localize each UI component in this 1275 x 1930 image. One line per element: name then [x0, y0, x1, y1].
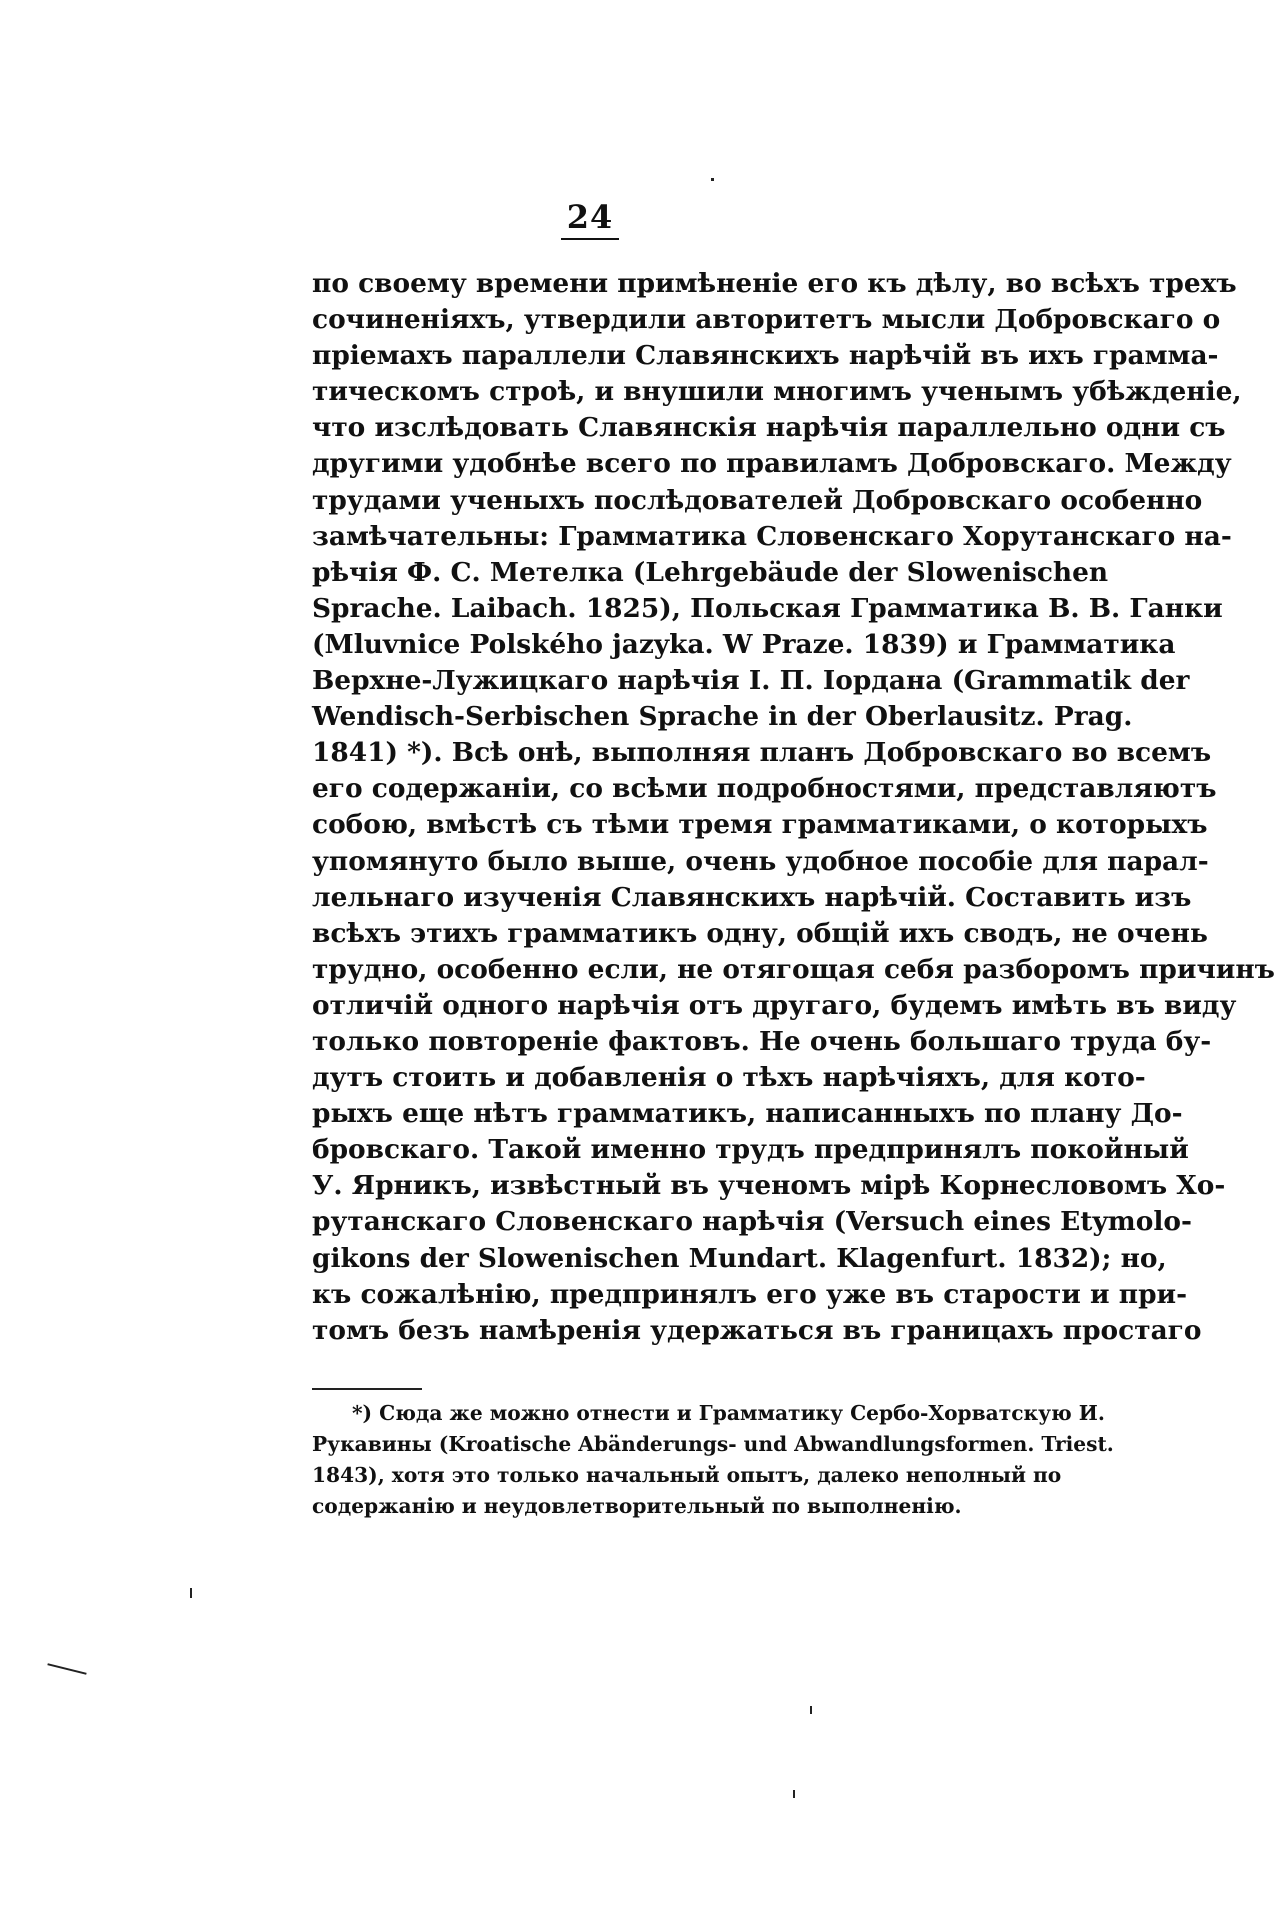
scan-speck: [711, 178, 714, 181]
body-line: (Mluvnice Polského jazyka. W Praze. 1839) и Грамматика: [312, 628, 1176, 660]
body-line: что изслѣдовать Славянскія нарѣчія параллельно одни съ: [312, 412, 1226, 444]
body-line: рѣчія Ф. С. Метелка (Lehrgebäude der Slowenischen: [312, 556, 1109, 588]
body-line: тическомъ строѣ, и внушили многимъ ученымъ убѣжденіе,: [312, 376, 1242, 408]
body-line: трудами ученыхъ послѣдователей Добровскаго особенно: [312, 484, 1203, 516]
body-line: собою, вмѣстѣ съ тѣми тремя грамматиками, о которыхъ: [312, 809, 1208, 841]
body-line: отличій одного нарѣчія отъ другаго, будемъ имѣть въ виду: [312, 989, 1237, 1021]
scan-speck: [47, 1663, 86, 1675]
page-number: 24: [0, 198, 1140, 240]
footnote-line: 1843), хотя это только начальный опытъ, далеко неполный по: [312, 1463, 1062, 1487]
body-line: по своему времени примѣненіе его къ дѣлу, во всѣхъ трехъ: [312, 268, 1237, 299]
scan-speck: [793, 1790, 795, 1798]
body-line: другими удобнѣе всего по правиламъ Добровскаго. Между: [312, 448, 1232, 480]
body-line: У. Ярникъ, извѣстный въ ученомъ мірѣ Корнесловомъ Хо-: [312, 1170, 1226, 1202]
body-line: упомянуто было выше, очень удобное пособіе для парал-: [312, 845, 1209, 877]
body-line: Верхне-Лужицкаго нарѣчія І. П. Іордана (Grammatik der: [312, 665, 1190, 697]
body-line: къ сожалѣнію, предпринялъ его уже въ старости и при-: [312, 1278, 1188, 1310]
footnote: [312, 1398, 1114, 1522]
body-line: всѣхъ этихъ грамматикъ одну, общій ихъ сводъ, не очень: [312, 917, 1208, 949]
scan-speck: [810, 1706, 812, 1714]
body-line: замѣчательны: Грамматика Словенскаго Хорутанскаго на-: [312, 520, 1232, 552]
footnote-line: Рукавины (Kroatische Abänderungs- und Abwandlungsformen. Triest.: [312, 1432, 1114, 1456]
body-line: рыхъ еще нѣтъ грамматикъ, написанныхъ по плану До-: [312, 1098, 1183, 1130]
body-line: пріемахъ параллели Славянскихъ нарѣчій въ ихъ грамма-: [312, 340, 1219, 372]
body-line: лельнаго изученія Славянскихъ нарѣчій. Составить изъ: [312, 881, 1192, 913]
body-line: дутъ стоить и добавленія о тѣхъ нарѣчіяхъ, для кото-: [312, 1062, 1146, 1094]
scan-speck: [190, 1588, 192, 1598]
body-line: gikons der Slowenischen Mundart. Klagenfurt. 1832); но,: [312, 1242, 1167, 1274]
body-line: только повтореніе фактовъ. Не очень большаго труда бу-: [312, 1025, 1212, 1057]
body-line: его содержаніи, со всѣми подробностями, представляютъ: [312, 773, 1217, 805]
body-line: сочиненіяхъ, утвердили авторитетъ мысли Добровскаго о: [312, 304, 1221, 336]
body-text: [312, 266, 1275, 1349]
body-line: трудно, особенно если, не отягощая себя разборомъ причинъ: [312, 953, 1275, 985]
body-line: Sprache. Laibach. 1825), Польская Грамматика В. В. Ганки: [312, 592, 1223, 624]
body-line: томъ безъ намѣренія удержаться въ границахъ простаго: [312, 1314, 1202, 1346]
body-line: рутанскаго Словенскаго нарѣчія (Versuch eines Etymolo-: [312, 1206, 1192, 1238]
footnote-line: *) Сюда же можно отнести и Грамматику Сербо-Хорватскую И.: [352, 1401, 1105, 1425]
body-line: Wendisch-Serbischen Sprache in der Oberlausitz. Prag.: [312, 701, 1133, 733]
footnote-divider: [312, 1388, 422, 1390]
footnote-line: содержанію и неудовлетворительный по выполненію.: [312, 1494, 962, 1518]
body-line: 1841) *). Всѣ онѣ, выполняя планъ Добровскаго во всемъ: [312, 737, 1212, 769]
body-line: бровскаго. Такой именно трудъ предпринялъ покойный: [312, 1134, 1189, 1166]
